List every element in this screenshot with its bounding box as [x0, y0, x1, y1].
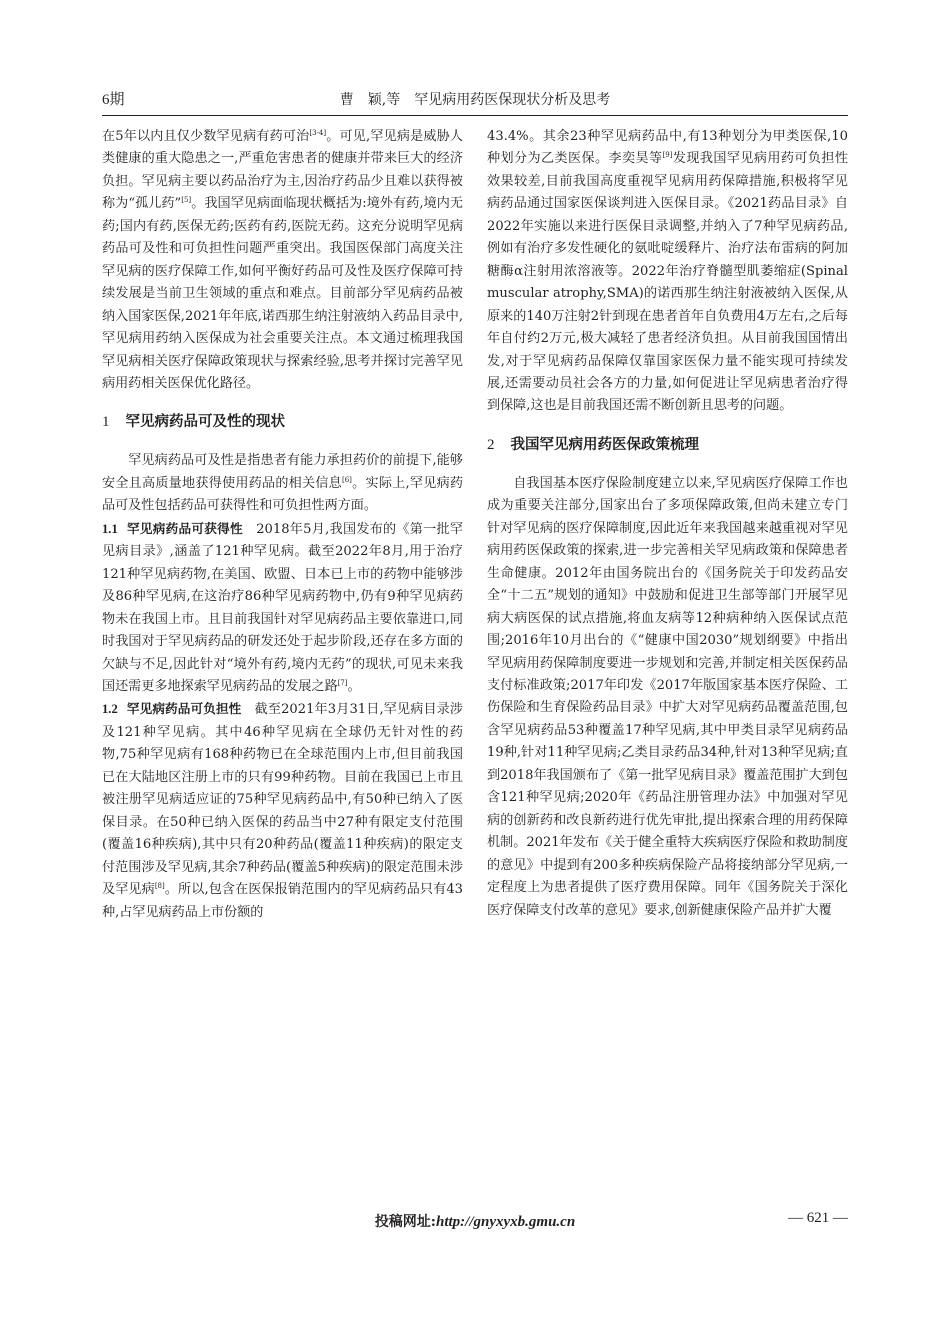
journal-url-link[interactable]: http://gnyxyxb.gmu.cn: [435, 1214, 576, 1230]
right-column: [487, 126, 848, 922]
running-title: 曹 颖,等 罕见病用药医保现状分析及思考: [339, 92, 611, 108]
left-column: [102, 126, 463, 924]
submission-url: 投稿网址:http://gnyxyxb.gmu.cn: [374, 1214, 576, 1230]
citation[interactable]: [5]: [181, 196, 192, 205]
subsection-heading-1-1: 1.1 罕见病药品可获得性: [102, 520, 243, 536]
paragraph: 罕见病药品可及性是指患者有能力承担药价的前提下,能够安全且高质量地获得使用药品的相关信息[6]。实际上,罕见病药品可及性包括药品可获得性和可负担性两方面。: [102, 453, 463, 514]
running-header: [102, 89, 848, 111]
paragraph: 1.2 罕见病药品可负担性 截至2021年3月31日,罕见病目录涉及121种罕见病。其中46种罕见病在全球仍无针对性的药物,75种罕见病有168种药物已在全球范围内上市,但目前我国已在大陆地区注册上市的只有99种药物。目前在我国已上市且被注册罕见病适应证的75种罕见病药品中,有50种已纳入了医保目录。在50种已纳入医保的药品当中27种有限定支付范围(覆盖16种疾病),其中只有20种药品(覆盖11种疾病)的限定支付范围涉及罕见病,其余7种药品(覆盖5种疾病)的限定范围未涉及罕见病[8]。所以,包含在医保报销范围内的罕见病药品只有43种,占罕见病药品上市份额的: [102, 701, 464, 920]
issue-number: 6期: [102, 92, 125, 108]
subsection-heading-1-2: 1.2 罕见病药品可负担性: [102, 701, 242, 717]
citation[interactable]: [6]: [342, 475, 352, 484]
citation[interactable]: [7]: [337, 678, 348, 687]
header-rule: [102, 115, 848, 116]
citation[interactable]: [8]: [154, 882, 165, 891]
paragraph: 自我国基本医疗保险制度建立以来,罕见病医疗保障工作也成为重要关注部分,国家出台了多项保障政策,但尚未建立专门针对罕见病的医疗保障制度,因此近年来我国越来越重视对罕见病用药医保政策的探索,进一步完善相关罕见病政策和保障患者生命健康。2012年由国务院出台的《国务院关于印发药品安全“十二五”规划的通知》中鼓励和促进卫生部等部门开展罕见病大病医保的试点措施,将血友病等12种病种纳入医保试点范围;2016年10月出台的《“健康中国2030”规划纲要》中指出罕见病用药保障制度要进一步规划和完善,并制定相关医保药品支付标准政策;2017年印发《2017年版国家基本医疗保险、工伤保险和生育保险药品目录》中扩大对罕见病药品覆盖范围,包含罕见病药品53种覆盖17种罕见病,其中甲类目录罕见病药品19种,针对11种罕见病;乙类目录药品34种,针对13种罕见病;直到2018年我国颁布了《第一批罕见病目录》覆盖范围扩大到包含121种罕见病;2020年《药品注册管理办法》中加强对罕见病的创新药和改良新药进行优先审批,提出探索合理的用药保障机制。2021年发布《关于健全重特大疾病医疗保险和救助制度的意见》中提到有200多种疾病保险产品将接纳部分罕见病,一定程度上为患者提供了医疗费用保障。同年《国务院关于深化医疗保障支付改革的意见》要求,创新健康保险产品并扩大覆: [487, 475, 848, 918]
paragraph: 43.4%。其余23种罕见病药品中,有13种划分为甲类医保,10种划分为乙类医保。李奕昊等[9]发现我国罕见病用药可负担性效果较差,目前我国高度重视罕见病用药保障措施,积极将罕见病药品通过国家医保谈判进入医保目录。《2021药品目录》自2022年实施以来进行医保目录调整,并纳入了7种罕见病药品,例如有治疗多发性硬化的氨吡啶缓释片、治疗法布雷病的阿加糖酶α注射用浓溶液等。2022年治疗脊髓型肌萎缩症(Spinal muscular atrophy,SMA)的诺西那生纳注射液被纳入医保,从原来的140万注射2针到现在患者首年自负费用4万左右,之后每年自付约2万元,极大减轻了患者经济负担。从目前我国国情出发,对于罕见病药品保障仅靠国家医保力量不能实现可持续发展,还需要动员社会各方的力量,如何促进让罕见病患者治疗得到保障,这也是目前我国还需不断创新且思考的问题。: [487, 129, 849, 414]
citation[interactable]: [9]: [662, 151, 673, 160]
section-heading-2: 2 我国罕见病用药医保政策梳理: [487, 436, 699, 453]
page-number: — 621 —: [788, 1210, 848, 1226]
section-heading-1: 1 罕见病药品可及性的现状: [102, 414, 285, 431]
paragraph: 在5年以内且仅少数罕见病有药可治[3-4]。可见,罕见病是威胁人类健康的重大隐患之一,严重危害患者的健康并带来巨大的经济负担。罕见病主要以药品治疗为主,因治疗药品少且难以获得被称为“孤儿药”[5]。我国罕见病面临现状概括为:境外有药,境内无药;国内有药,医保无药;医药有药,医院无药。这充分说明罕见病药品可及性和可负担性问题严重突出。我国医保部门高度关注罕见病的医疗保障工作,如何平衡好药品可及性及医疗保障可持续发展是当前卫生领域的重点和难点。目前部分罕见病药品被纳入国家医保,2021年年底,诺西那生纳注射液纳入药品目录中,罕见病用药纳入医保成为社会重要关注点。本文通过梳理我国罕见病相关医疗保障政策现状与探索经验,思考并探讨完善罕见病用药相关医保优化路径。: [102, 129, 464, 391]
paragraph: 1.1 罕见病药品可获得性 2018年5月,我国发布的《第一批罕见病目录》,涵盖了121种罕见病。截至2022年8月,用于治疗121种罕见病药物,在美国、欧盟、日本已上市的药物中能够涉及86种罕见病,在这治疗86种罕见病药物中,仍有9种罕见病药物未在我国上市。且目前我国针对罕见病药品主要依靠进口,同时我国对于罕见病药品的研发还处于起步阶段,还存在多方面的欠缺与不足,因此针对“境外有药,境内无药”的现状,可见未来我国还需更多地探索罕见病药品的发展之路[7]。: [102, 520, 463, 694]
citation[interactable]: [3-4]: [309, 129, 327, 137]
